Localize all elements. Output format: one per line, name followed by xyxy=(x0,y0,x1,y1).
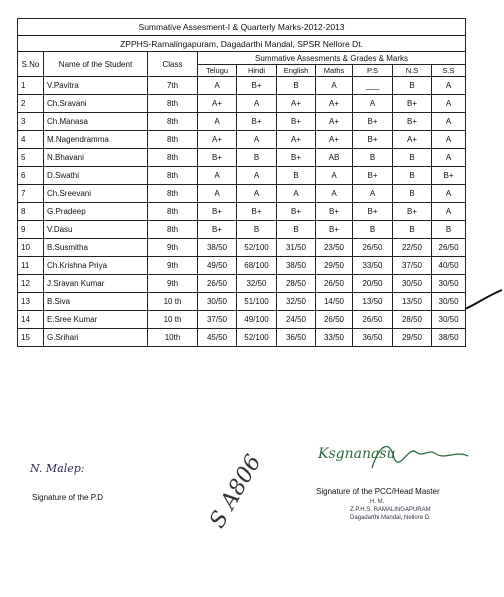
row-mark: 32/50 xyxy=(277,293,316,311)
row-mark: 38/50 xyxy=(277,257,316,275)
header-subject: N.S xyxy=(393,65,432,77)
row-mark: A xyxy=(432,131,466,149)
row-mark: 30/50 xyxy=(198,293,237,311)
row-student-name: D.Swathi xyxy=(44,167,148,185)
row-mark: A+ xyxy=(277,95,316,113)
row-mark: A xyxy=(432,203,466,221)
row-mark: 26/50 xyxy=(198,275,237,293)
row-mark: A xyxy=(237,95,277,113)
row-student-name: M.Nagendramma xyxy=(44,131,148,149)
row-mark: 33/50 xyxy=(353,257,393,275)
row-student-name: E.Sree Kumar xyxy=(44,311,148,329)
row-mark: 24/50 xyxy=(277,311,316,329)
row-sno: 9 xyxy=(18,221,44,239)
table-row xyxy=(18,239,466,257)
row-sno: 2 xyxy=(18,95,44,113)
row-mark: 49/100 xyxy=(237,311,277,329)
row-mark: ___ xyxy=(353,77,393,95)
row-mark: 26/50 xyxy=(353,311,393,329)
row-mark: 51/100 xyxy=(237,293,277,311)
row-mark: B+ xyxy=(393,95,432,113)
row-student-name: Ch.Krishna Priya xyxy=(44,257,148,275)
row-student-name: B.Susmitha xyxy=(44,239,148,257)
row-mark: 30/50 xyxy=(393,275,432,293)
row-mark: A+ xyxy=(277,131,316,149)
row-class: 9th xyxy=(148,239,198,257)
row-mark: B xyxy=(393,77,432,95)
row-mark: B+ xyxy=(198,203,237,221)
row-mark: A xyxy=(432,77,466,95)
row-mark: A xyxy=(316,77,353,95)
table-row xyxy=(18,257,466,275)
row-class: 9th xyxy=(148,257,198,275)
row-sno: 3 xyxy=(18,113,44,131)
row-sno: 4 xyxy=(18,131,44,149)
row-mark: A xyxy=(432,95,466,113)
bottom-scrawl: S A806 xyxy=(205,450,267,533)
row-mark: 28/50 xyxy=(393,311,432,329)
row-class: 10 th xyxy=(148,311,198,329)
row-class: 8th xyxy=(148,203,198,221)
row-mark: B xyxy=(277,221,316,239)
row-mark: 22/50 xyxy=(393,239,432,257)
row-student-name: Ch.Manasa xyxy=(44,113,148,131)
header-name: Name of the Student xyxy=(44,52,148,77)
header-subject: P.S xyxy=(353,65,393,77)
row-mark: 26/50 xyxy=(432,239,466,257)
row-class: 8th xyxy=(148,113,198,131)
table-row xyxy=(18,203,466,221)
table-row xyxy=(18,95,466,113)
row-student-name: N.Bhavani xyxy=(44,149,148,167)
row-mark: 37/50 xyxy=(198,311,237,329)
row-mark: 38/50 xyxy=(432,329,466,347)
row-mark: 36/50 xyxy=(353,329,393,347)
row-mark: B+ xyxy=(237,203,277,221)
row-mark: 30/50 xyxy=(432,293,466,311)
pd-signature-label: Signature of the P.D xyxy=(32,493,104,502)
row-mark: B xyxy=(277,167,316,185)
row-sno: 8 xyxy=(18,203,44,221)
row-mark: B+ xyxy=(432,167,466,185)
row-class: 8th xyxy=(148,95,198,113)
row-student-name: V.Dasu xyxy=(44,221,148,239)
header-subject: Maths xyxy=(316,65,353,77)
row-mark: 32/50 xyxy=(237,275,277,293)
row-class: 10th xyxy=(148,329,198,347)
row-mark: A xyxy=(353,95,393,113)
row-mark: 14/50 xyxy=(316,293,353,311)
row-mark: B+ xyxy=(393,113,432,131)
hm-signature-label: Signature of the PCC/Head Master xyxy=(316,487,440,496)
row-mark: 45/50 xyxy=(198,329,237,347)
row-mark: 28/50 xyxy=(277,275,316,293)
table-row xyxy=(18,293,466,311)
row-sno: 14 xyxy=(18,311,44,329)
row-class: 8th xyxy=(148,185,198,203)
row-mark: A+ xyxy=(316,113,353,131)
row-mark: A xyxy=(237,185,277,203)
row-student-name: V.Pavitra xyxy=(44,77,148,95)
row-mark: A+ xyxy=(316,95,353,113)
row-mark: B+ xyxy=(353,167,393,185)
row-mark: B+ xyxy=(198,149,237,167)
stamp-line-2: Z.P.H.S. RAMALINGAPURAM xyxy=(350,507,431,513)
row-mark: A+ xyxy=(393,131,432,149)
row-mark: 49/50 xyxy=(198,257,237,275)
row-class: 8th xyxy=(148,167,198,185)
table-row xyxy=(18,77,466,95)
table-row xyxy=(18,311,466,329)
row-mark: A xyxy=(198,77,237,95)
row-mark: 13/50 xyxy=(353,293,393,311)
header-subject: Telugu xyxy=(198,65,237,77)
table-row xyxy=(18,113,466,131)
row-class: 8th xyxy=(148,221,198,239)
document-title: Summative Assesment-I & Quarterly Marks-2012-2013 xyxy=(18,19,466,36)
row-mark: A xyxy=(316,185,353,203)
row-sno: 5 xyxy=(18,149,44,167)
row-mark: B+ xyxy=(353,203,393,221)
stamp-line-1: H. M. xyxy=(370,499,385,505)
row-mark: 29/50 xyxy=(316,257,353,275)
row-mark: B+ xyxy=(316,221,353,239)
pd-signature-scrawl: N. Malep: xyxy=(30,462,85,475)
row-mark: B xyxy=(432,221,466,239)
row-mark: A+ xyxy=(316,131,353,149)
header-class: Class xyxy=(148,52,198,77)
row-sno: 10 xyxy=(18,239,44,257)
table-row xyxy=(18,149,466,167)
header-group: Summative Assesments & Grades & Marks xyxy=(198,52,466,65)
row-mark: A xyxy=(432,113,466,131)
table-row xyxy=(18,185,466,203)
row-mark: B xyxy=(353,149,393,167)
row-mark: 26/50 xyxy=(353,239,393,257)
row-mark: B xyxy=(237,149,277,167)
row-mark: A xyxy=(277,185,316,203)
row-mark: A xyxy=(237,167,277,185)
row-class: 8th xyxy=(148,131,198,149)
row-mark: 30/50 xyxy=(432,311,466,329)
row-mark: B+ xyxy=(277,113,316,131)
row-mark: A xyxy=(237,131,277,149)
table-row xyxy=(18,167,466,185)
row-mark: B+ xyxy=(353,113,393,131)
row-sno: 15 xyxy=(18,329,44,347)
row-mark: A xyxy=(198,113,237,131)
row-mark: B+ xyxy=(237,77,277,95)
row-sno: 11 xyxy=(18,257,44,275)
marks-table xyxy=(17,18,466,347)
row-mark: 29/50 xyxy=(393,329,432,347)
row-mark: AB xyxy=(316,149,353,167)
row-mark: 23/50 xyxy=(316,239,353,257)
row-mark: B+ xyxy=(198,221,237,239)
row-mark: 37/50 xyxy=(393,257,432,275)
row-mark: 26/50 xyxy=(316,311,353,329)
row-mark: B+ xyxy=(277,149,316,167)
row-student-name: G.Pradeep xyxy=(44,203,148,221)
row-sno: 6 xyxy=(18,167,44,185)
row-student-name: Ch.Sreevani xyxy=(44,185,148,203)
row-mark: B xyxy=(353,221,393,239)
header-subject: English xyxy=(277,65,316,77)
row-mark: A xyxy=(316,167,353,185)
row-mark: B+ xyxy=(237,113,277,131)
row-mark: 40/50 xyxy=(432,257,466,275)
row-mark: A+ xyxy=(198,95,237,113)
row-class: 9th xyxy=(148,275,198,293)
header-subject: S.S xyxy=(432,65,466,77)
row-student-name: Ch.Sravani xyxy=(44,95,148,113)
header-sno: S.No xyxy=(18,52,44,77)
row-mark: 68/100 xyxy=(237,257,277,275)
table-row xyxy=(18,131,466,149)
row-mark: B xyxy=(393,167,432,185)
table-row xyxy=(18,329,466,347)
row-class: 10 th xyxy=(148,293,198,311)
table-row xyxy=(18,275,466,293)
row-mark: B+ xyxy=(316,203,353,221)
row-mark: 38/50 xyxy=(198,239,237,257)
row-mark: A+ xyxy=(198,131,237,149)
row-student-name: J.Sravan Kumar xyxy=(44,275,148,293)
row-mark: 52/100 xyxy=(237,239,277,257)
school-name: ZPPHS-Ramalingapuram, Dagadarthi Mandal, SPSR Nellore Dt. xyxy=(18,36,466,52)
row-class: 8th xyxy=(148,149,198,167)
row-mark: 26/50 xyxy=(316,275,353,293)
row-mark: 30/50 xyxy=(432,275,466,293)
row-mark: A xyxy=(198,167,237,185)
row-mark: A xyxy=(198,185,237,203)
row-mark: 20/50 xyxy=(353,275,393,293)
hm-signature-flourish xyxy=(370,438,472,478)
row-mark: B xyxy=(277,77,316,95)
row-mark: B+ xyxy=(353,131,393,149)
row-mark: 31/50 xyxy=(277,239,316,257)
row-mark: A xyxy=(432,185,466,203)
row-sno: 12 xyxy=(18,275,44,293)
row-mark: A xyxy=(432,149,466,167)
row-mark: B xyxy=(393,149,432,167)
row-mark: 36/50 xyxy=(277,329,316,347)
row-sno: 13 xyxy=(18,293,44,311)
row-mark: B xyxy=(393,221,432,239)
row-sno: 1 xyxy=(18,77,44,95)
row-student-name: G.Srihari xyxy=(44,329,148,347)
pen-mark xyxy=(463,287,504,313)
row-mark: B+ xyxy=(393,203,432,221)
header-subject: Hindi xyxy=(237,65,277,77)
table-row xyxy=(18,221,466,239)
row-mark: 33/50 xyxy=(316,329,353,347)
stamp-line-3: Dagadarthi Mandal, Nellore D. xyxy=(350,515,431,521)
row-mark: A xyxy=(353,185,393,203)
row-mark: B xyxy=(237,221,277,239)
row-class: 7th xyxy=(148,77,198,95)
row-mark: 52/100 xyxy=(237,329,277,347)
row-mark: B+ xyxy=(277,203,316,221)
row-sno: 7 xyxy=(18,185,44,203)
row-mark: B xyxy=(393,185,432,203)
hm-signature-scrawl: Ksgnanasu xyxy=(318,446,396,462)
row-mark: 13/50 xyxy=(393,293,432,311)
row-student-name: B.Siva xyxy=(44,293,148,311)
